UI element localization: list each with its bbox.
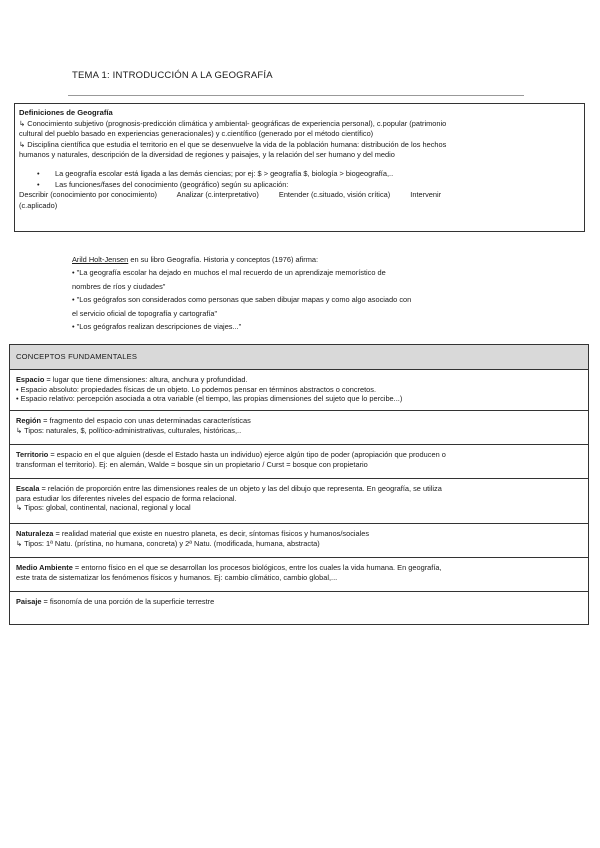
concept-territorio bbox=[10, 445, 588, 479]
quote-line: • "La geografía escolar ha dejado en muchos el mal recuerdo de un aprendizaje memorístico de bbox=[72, 268, 386, 278]
concept-subline: transforman el territorio). Ej: en alemán, Walde = bosque sin un propietario / Curst = bosque con propietario bbox=[16, 459, 368, 469]
concept-definition: = fisonomía de una porción de la superficie terrestre bbox=[41, 597, 215, 606]
concept-subline: ↳ Tipos: 1ª Natu. (prístina, no humana, concreta) y 2ª Natu. (modificada, humana, abstracta) bbox=[16, 538, 320, 548]
phase-intervene: Intervenir bbox=[410, 190, 442, 200]
concept-definition: = lugar que tiene dimensiones: altura, anchura y profundidad. bbox=[44, 375, 248, 384]
knowledge-phases bbox=[19, 190, 580, 201]
quote-line: • "Los geógrafos realizan descripciones de viajes..." bbox=[72, 322, 242, 332]
quote-intro: Arild Holt-Jensen en su libro Geografía. Historia y conceptos (1976) afirma: bbox=[72, 255, 319, 264]
concept-subline: ↳ Tipos: naturales, $, político-administrativas, culturales, históricas,.. bbox=[16, 425, 242, 435]
concepts-heading: CONCEPTOS FUNDAMENTALES bbox=[10, 345, 588, 370]
concept-subline: • Espacio absoluto: propiedades físicas de un objeto. Lo podemos pensar en términos abstractos o concretos. bbox=[16, 384, 377, 394]
concept-definition: = fragmento del espacio con unas determinadas características bbox=[41, 416, 251, 425]
concept-medio-ambiente bbox=[10, 558, 588, 592]
definitions-heading: Definiciones de Geografía bbox=[19, 108, 113, 117]
concept-subline: • Espacio relativo: percepción asociada a otra variable (el tiempo, las propias dimensiones del sujeto que lo percibe...) bbox=[16, 394, 403, 404]
definition-bullet: • Las funciones/fases del conocimiento (geográfico) según su aplicación: bbox=[37, 179, 289, 189]
concept-paisaje bbox=[10, 592, 588, 624]
definitions-box bbox=[14, 103, 585, 232]
concept-term: Medio Ambiente bbox=[16, 563, 73, 572]
concept-region bbox=[10, 411, 588, 445]
definition-line: ↳ Conocimiento subjetivo (prognosis-predicción climática y ambiental- geográficas de experiencia personal), c.popular (patrimonio bbox=[19, 118, 447, 128]
concept-term: Escala bbox=[16, 484, 40, 493]
quote-author: Arild Holt-Jensen bbox=[72, 255, 129, 264]
concept-subline: este trata de sistematizar los fenómenos físicos y humanos. Ej: cambio climático, cambio global,... bbox=[16, 572, 338, 582]
phase-describe: Describir (conocimiento por conocimiento) bbox=[19, 190, 158, 200]
bullet-icon: • bbox=[37, 168, 40, 178]
title-divider bbox=[68, 95, 524, 96]
concept-term: Naturaleza bbox=[16, 529, 54, 538]
definition-line: ↳ Disciplina científica que estudia el territorio en el que se desenvuelve la vida de la población humana: distribución de los hechos bbox=[19, 139, 447, 149]
bullet-icon: • bbox=[37, 179, 40, 189]
concept-definition: = entorno físico en el que se desarrollan los procesos biológicos, entre los cuales la vida humana. En geografía, bbox=[72, 563, 442, 572]
definition-bullet: • La geografía escolar está ligada a las demás ciencias; por ej: $ > geografía $, biología > biogeografía,.. bbox=[37, 168, 394, 178]
concept-naturaleza bbox=[10, 524, 588, 558]
definition-line: cultural del pueblo basado en experiencias generacionales) y c.científico (generado por el método científico) bbox=[19, 129, 374, 139]
concept-escala bbox=[10, 479, 588, 524]
phase-analyze: Analizar (c.interpretativo) bbox=[176, 190, 259, 200]
quote-line: nombres de ríos y ciudades" bbox=[72, 281, 166, 291]
concept-definition: = espacio en el que alguien (desde el Estado hasta un individuo) ejerce algún tipo de poder (apropiación que producen o bbox=[48, 450, 446, 459]
concept-espacio bbox=[10, 370, 588, 411]
concept-term: Espacio bbox=[16, 375, 45, 384]
concept-definition: = relación de proporción entre las dimensiones reales de un objeto y las del dibujo que representa. En geografía, se utiliza bbox=[39, 484, 442, 493]
concept-term: Paisaje bbox=[16, 597, 42, 606]
phase-intervene-cont: (c.aplicado) bbox=[19, 200, 58, 210]
quote-block bbox=[72, 253, 532, 333]
concept-subline: ↳ Tipos: global, continental, nacional, regional y local bbox=[16, 503, 191, 513]
concept-subline: para estudiar los diferentes niveles del espacio de forma relacional. bbox=[16, 493, 237, 503]
quote-line: el servicio oficial de topografía y cartografía" bbox=[72, 308, 218, 318]
concept-term: Territorio bbox=[16, 450, 49, 459]
concept-term: Región bbox=[16, 416, 42, 425]
phase-understand: Entender (c.situado, visión crítica) bbox=[278, 190, 391, 200]
page-title: TEMA 1: INTRODUCCIÓN A LA GEOGRAFÍA bbox=[72, 70, 273, 81]
concepts-table bbox=[9, 344, 589, 625]
quote-line: • "Los geógrafos son considerados como personas que saben dibujar mapas y como algo asociado con bbox=[72, 295, 412, 305]
definition-line: humanos y naturales, descripción de la diversidad de regiones y paisajes, y la relación del ser humano y del medio bbox=[19, 150, 395, 160]
concept-definition: = realidad material que existe en nuestro planeta, es decir, síntomas físicos y humanos/sociales bbox=[53, 529, 370, 538]
